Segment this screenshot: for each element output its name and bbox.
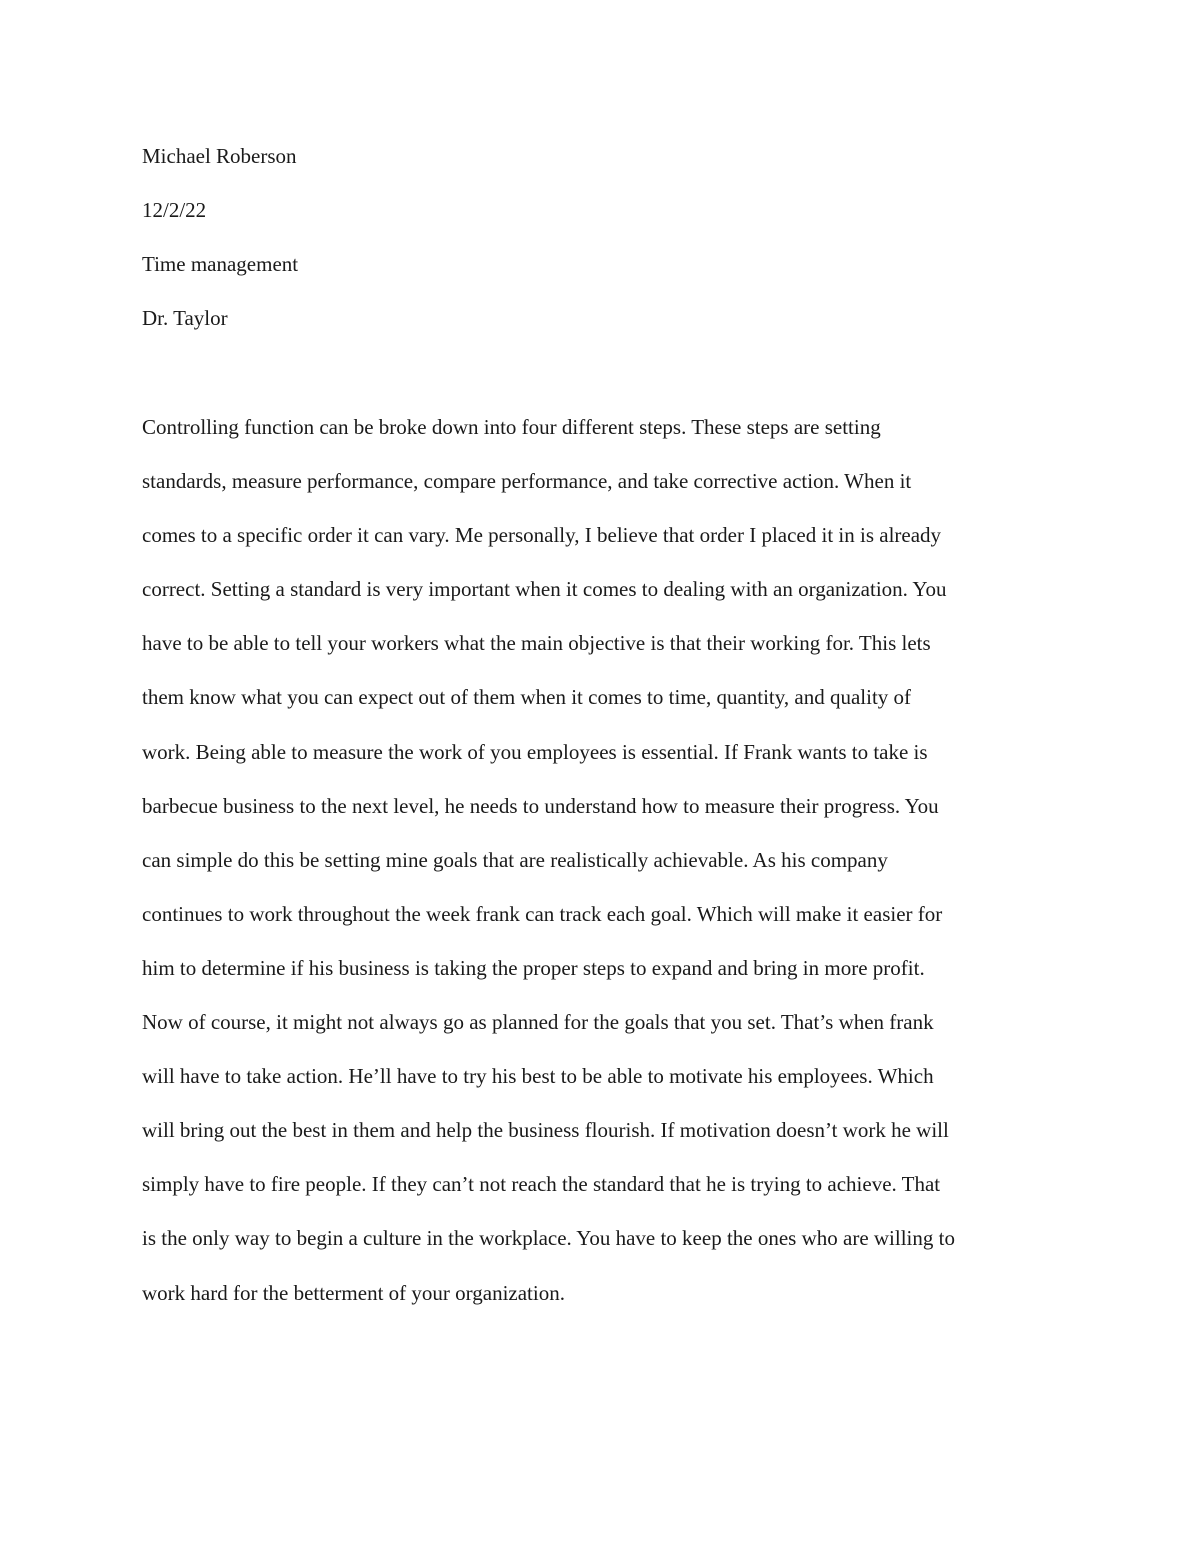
- author-name: Michael Roberson: [142, 144, 297, 168]
- body-line: standards, measure performance, compare performance, and take corrective action. When it: [142, 469, 912, 494]
- body-line: can simple do this be setting mine goals that are realistically achievable. As his company: [142, 847, 888, 872]
- body-line: barbecue business to the next level, he needs to understand how to measure their progress. You: [142, 793, 939, 818]
- body-line: comes to a specific order it can vary. Me personally, I believe that order I placed it in is already: [142, 523, 942, 548]
- body-line: continues to work throughout the week frank can track each goal. Which will make it easier for: [142, 901, 943, 926]
- body-line: work hard for the betterment of your organization.: [142, 1280, 565, 1305]
- course-name: Time management: [142, 252, 299, 276]
- body-line: simply have to fire people. If they can’t not reach the standard that he is trying to achieve. That: [142, 1172, 941, 1197]
- body-line: Now of course, it might not always go as planned for the goals that you set. That’s when frank: [142, 1010, 934, 1035]
- document-date: 12/2/22: [142, 198, 207, 222]
- body-line: is the only way to begin a culture in the workplace. You have to keep the ones who are willing to: [142, 1226, 955, 1251]
- body-line: Controlling function can be broke down into four different steps. These steps are setting: [142, 415, 881, 439]
- instructor-name: Dr. Taylor: [142, 306, 228, 330]
- body-line: them know what you can expect out of them when it comes to time, quantity, and quality of: [142, 685, 912, 710]
- body-line: will have to take action. He’ll have to try his best to be able to motivate his employees. Which: [142, 1064, 934, 1089]
- document-heading: [142, 140, 1062, 356]
- body-line: him to determine if his business is taking the proper steps to expand and bring in more profit.: [142, 955, 925, 980]
- body-line: have to be able to tell your workers what the main objective is that their working for. This lets: [142, 631, 931, 656]
- body-line: correct. Setting a standard is very important when it comes to dealing with an organization. You: [142, 577, 947, 602]
- body-line: will bring out the best in them and help the business flourish. If motivation doesn’t work he will: [142, 1118, 949, 1143]
- body-line: work. Being able to measure the work of you employees is essential. If Frank wants to take is: [142, 739, 928, 764]
- essay-body: [142, 409, 1062, 1329]
